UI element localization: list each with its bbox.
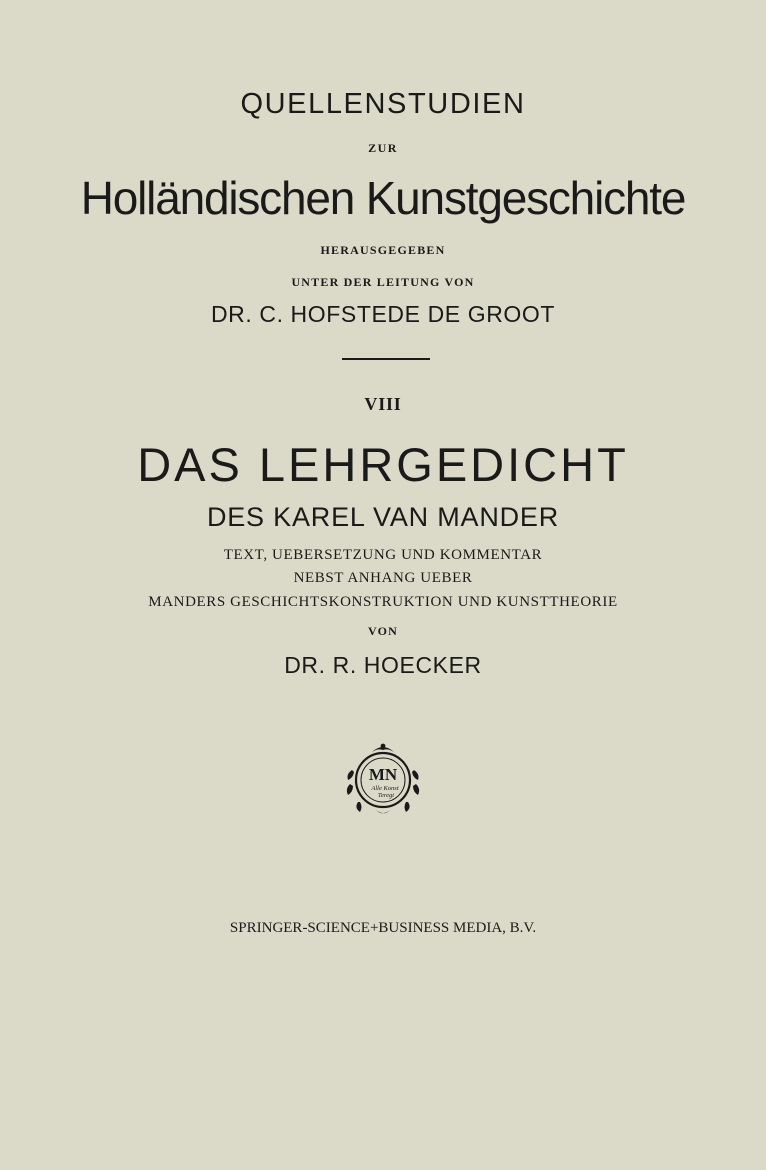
edited-label: HERAUSGEGEBEN: [320, 243, 446, 257]
series-connector: ZUR: [368, 141, 398, 155]
book-author: DR. R. HOECKER: [284, 652, 482, 678]
direction-label: UNTER DER LEITUNG VON: [291, 275, 475, 289]
svg-text:Teregt: Teregt: [377, 792, 395, 799]
by-label: VON: [367, 624, 399, 638]
description-line: MANDERS GESCHICHTSKONSTRUKTION UND KUNSTTHEORIE: [148, 594, 618, 610]
book-subtitle: DES KAREL VAN MANDER: [206, 502, 560, 532]
publisher-emblem-icon: [342, 740, 424, 818]
svg-text:MN: MN: [368, 765, 398, 784]
description-line: TEXT, UEBERSETZUNG UND KOMMENTAR: [223, 547, 543, 563]
series-title: QUELLENSTUDIEN: [240, 88, 526, 120]
description-line: NEBST ANHANG UEBER: [293, 570, 473, 586]
divider-rule: [342, 358, 430, 360]
publisher-name: SPRINGER-SCIENCE+BUSINESS MEDIA, B.V.: [229, 920, 537, 936]
volume-number: VIII: [364, 394, 402, 414]
svg-text:Alle Konst: Alle Konst: [371, 785, 399, 792]
series-main-title: Holländischen Kunstgeschichte: [80, 172, 686, 224]
book-title: DAS LEHRGEDICHT: [137, 438, 629, 491]
series-editor: DR. C. HOFSTEDE DE GROOT: [210, 301, 556, 327]
